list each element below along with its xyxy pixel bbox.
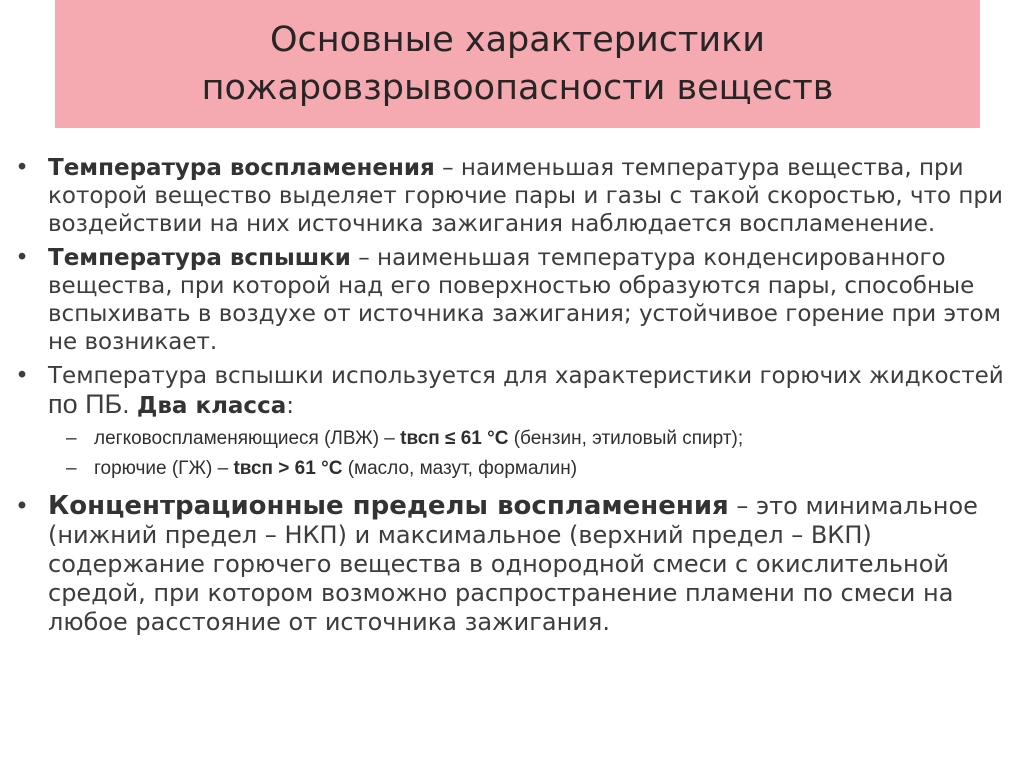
- bullet-flash-point-usage: [0, 362, 1024, 420]
- slide-title-box: [55, 0, 980, 128]
- sub-item-combustible-liquids: [0, 454, 1024, 484]
- sub-item-text-a: горючие (ГЖ) –: [94, 458, 234, 479]
- sub-item-flammable-liquids: [0, 424, 1024, 454]
- bullet-ignition-temperature: [0, 154, 1024, 238]
- slide-content: [0, 154, 1024, 643]
- bullet-marker: •: [15, 363, 29, 389]
- slide-title-line-2: пожаровзрывоопасности веществ: [201, 68, 834, 108]
- term-concentration-limits: Концентрационные пределы воспламенения: [48, 491, 729, 521]
- usage-text-c: .: [122, 393, 137, 419]
- sub-item-text-b: (масло, мазут, формалин): [342, 458, 578, 479]
- bullet-marker: •: [15, 155, 29, 181]
- bullet-marker: •: [15, 245, 29, 271]
- bullet-flash-point: [0, 244, 1024, 356]
- definition-concentration-limits: – это минимальное (нижний предел – НКП) и максимальное (верхний предел – ВКП) содержание горючего вещества в однородной смеси с окислительной средой, при котором возможно распространение пламени по смеси на любое расстояние от источника зажигания.: [48, 492, 978, 636]
- definition-ignition-temperature: – наименьшая температура вещества, при которой вещество выделяет горючие пары и газы с такой скоростью, что при воздействии на них источника зажигания наблюдается воспламенение.: [48, 155, 1003, 237]
- usage-text-a: Температура вспышки используется для характеристики горючих жидкостей: [48, 363, 1004, 389]
- usage-text-pb: по ПБ: [48, 389, 123, 419]
- sub-item-formula: tвсп > 61 °С: [233, 458, 343, 479]
- bullet-marker: •: [14, 492, 30, 520]
- term-ignition-temperature: Температура воспламенения: [48, 155, 435, 181]
- dash-marker: –: [66, 428, 77, 449]
- term-two-classes: Два класса: [136, 393, 287, 419]
- sub-item-text-a: легковоспламеняющиеся (ЛВЖ) –: [94, 428, 401, 449]
- slide-title-line-1: Основные характеристики: [269, 20, 765, 60]
- dash-marker: –: [66, 458, 77, 479]
- bullet-concentration-limits: [0, 492, 1024, 637]
- sub-item-formula: tвсп ≤ 61 °С: [400, 428, 509, 449]
- sub-item-text-b: (бензин, этиловый спирт);: [508, 428, 744, 449]
- term-flash-point: Температура вспышки: [48, 245, 351, 271]
- liquid-classes-list: [0, 424, 1024, 484]
- usage-text-d: :: [286, 393, 294, 419]
- definition-flash-point: – наименьшая температура конденсированного вещества, при которой над его поверхностью образуются пары, способные вспыхивать в воздухе от источника зажигания; устойчивое горение при этом не возникает.: [48, 245, 1001, 355]
